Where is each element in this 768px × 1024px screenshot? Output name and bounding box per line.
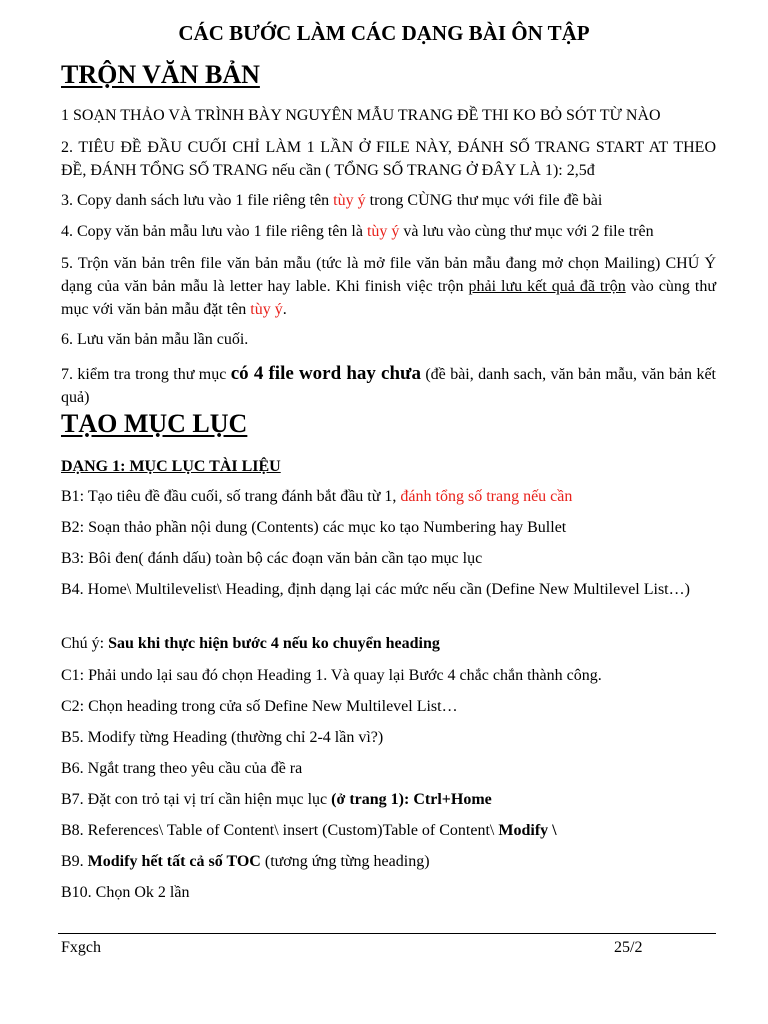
section-heading-tao-muc-luc: TẠO MỤC LỤC: [61, 409, 248, 438]
step-1: 1 SOẠN THẢO VÀ TRÌNH BÀY NGUYÊN MẪU TRANG ĐỀ THI KO BỎ SÓT TỪ NÀO: [61, 107, 661, 124]
case-c2: C2: Chọn heading trong cửa số Define New Multilevel List…: [61, 698, 458, 715]
step-5-underlined: phải lưu kết quả đã trộn: [468, 278, 626, 295]
section-heading-tron-van-ban: TRỘN VĂN BẢN: [61, 60, 260, 89]
step-b2: B2: Soạn thảo phần nội dung (Contents) các mục ko tạo Numbering hay Bullet: [61, 519, 567, 536]
step-b5: B5. Modify từng Heading (thường chỉ 2-4 lần vì?): [61, 729, 384, 746]
step-b4: B4. Home\ Multilevelist\ Heading, định dạng lại các mức nếu cần (Define New Multilevel List…): [61, 581, 690, 598]
page-title: CÁC BƯỚC LÀM CÁC DẠNG BÀI ÔN TẬP: [178, 21, 590, 45]
step-4-highlight: tùy ý: [366, 223, 400, 240]
step-b8-emphasis: Modify \: [498, 822, 557, 839]
note-label: Chú ý:: [61, 635, 109, 652]
step-b7-emphasis: (ở trang 1): Ctrl+Home: [331, 791, 492, 808]
step-7-emphasis: có 4 file word hay chưa: [230, 363, 421, 384]
step-b9-text-end: (tương ứng từng heading): [260, 853, 430, 870]
step-b1: [61, 485, 716, 508]
subheading-dang-1: DẠNG 1: MỤC LỤC TÀI LIỆU: [61, 458, 281, 475]
step-7-text-end: (đề bài, danh sach, văn bản mẫu, văn bản kết quả): [61, 366, 716, 406]
step-4-text-end: và lưu vào cùng thư mục với 2 file trên: [399, 223, 654, 240]
step-5-text: 5. Trộn văn bản trên file văn bản mẫu (tức là mở file văn bản mẫu đang mở chọn Mailing) CHÚ Ý dạng của văn bản mẫu là letter hay lable. Khi finish việc trộn: [61, 255, 716, 295]
step-3-highlight: tùy ý: [333, 192, 366, 209]
step-b8-text: B8. References\ Table of Content\ insert (Custom)Table of Content\: [61, 822, 499, 839]
note-emphasis: Sau khi thực hiện bước 4 nếu ko chuyển heading: [108, 635, 440, 652]
case-c1: C1: Phải undo lại sau đó chọn Heading 1. Và quay lại Bước 4 chắc chắn thành công.: [61, 667, 602, 684]
step-5-text-end: .: [282, 301, 287, 318]
step-4: [61, 220, 716, 243]
footer-divider: [58, 933, 716, 934]
step-3-text-end: trong CÙNG thư mục với file đề bài: [365, 192, 603, 209]
step-b9-text: B9.: [61, 853, 88, 870]
step-3: [61, 189, 716, 212]
step-2: 2. TIÊU ĐỀ ĐẦU CUỐI CHỈ LÀM 1 LẦN Ở FILE NÀY, ĐÁNH SỐ TRANG START AT THEO ĐỀ, ĐÁNH TỔNG SỐ TRANG nếu cần ( TỔNG SỐ TRANG Ở ĐÂY LÀ 1): 2,5đ: [61, 139, 716, 179]
step-6: 6. Lưu văn bản mẫu lần cuối.: [61, 331, 249, 348]
step-b10: B10. Chọn Ok 2 lần: [61, 884, 190, 901]
step-4-text: 4. Copy văn bản mẫu lưu vào 1 file riêng tên là: [61, 223, 367, 240]
step-b9: [61, 850, 716, 873]
step-b7-text: B7. Đặt con trỏ tại vị trí cần hiện mục lục: [61, 791, 332, 808]
footer-page-number: 25/2: [614, 939, 643, 956]
step-7: [61, 362, 716, 409]
step-5: [61, 252, 716, 321]
step-5-highlight: tùy ý: [250, 301, 283, 318]
footer-author: Fxgch: [61, 939, 101, 956]
step-3-text: 3. Copy danh sách lưu vào 1 file riêng tên: [61, 192, 334, 209]
step-b1-highlight: đánh tổng số trang nếu cần: [400, 488, 573, 505]
step-b9-emphasis: Modify hết tất cả số TOC: [87, 853, 261, 870]
step-b6: B6. Ngắt trang theo yêu cầu của đề ra: [61, 760, 303, 777]
step-b1-text: B1: Tạo tiêu đề đầu cuối, số trang đánh bắt đầu từ 1,: [61, 488, 401, 505]
note: [61, 632, 716, 655]
step-7-text: 7. kiểm tra trong thư mục: [61, 366, 231, 383]
step-b7: [61, 788, 716, 811]
step-b8: [61, 819, 716, 842]
step-5-text-mid: vào cùng thư mục với văn bản mẫu đặt tên: [61, 278, 717, 318]
step-b3: B3: Bôi đen( đánh dấu) toàn bộ các đoạn văn bản cần tạo mục lục: [61, 550, 483, 567]
